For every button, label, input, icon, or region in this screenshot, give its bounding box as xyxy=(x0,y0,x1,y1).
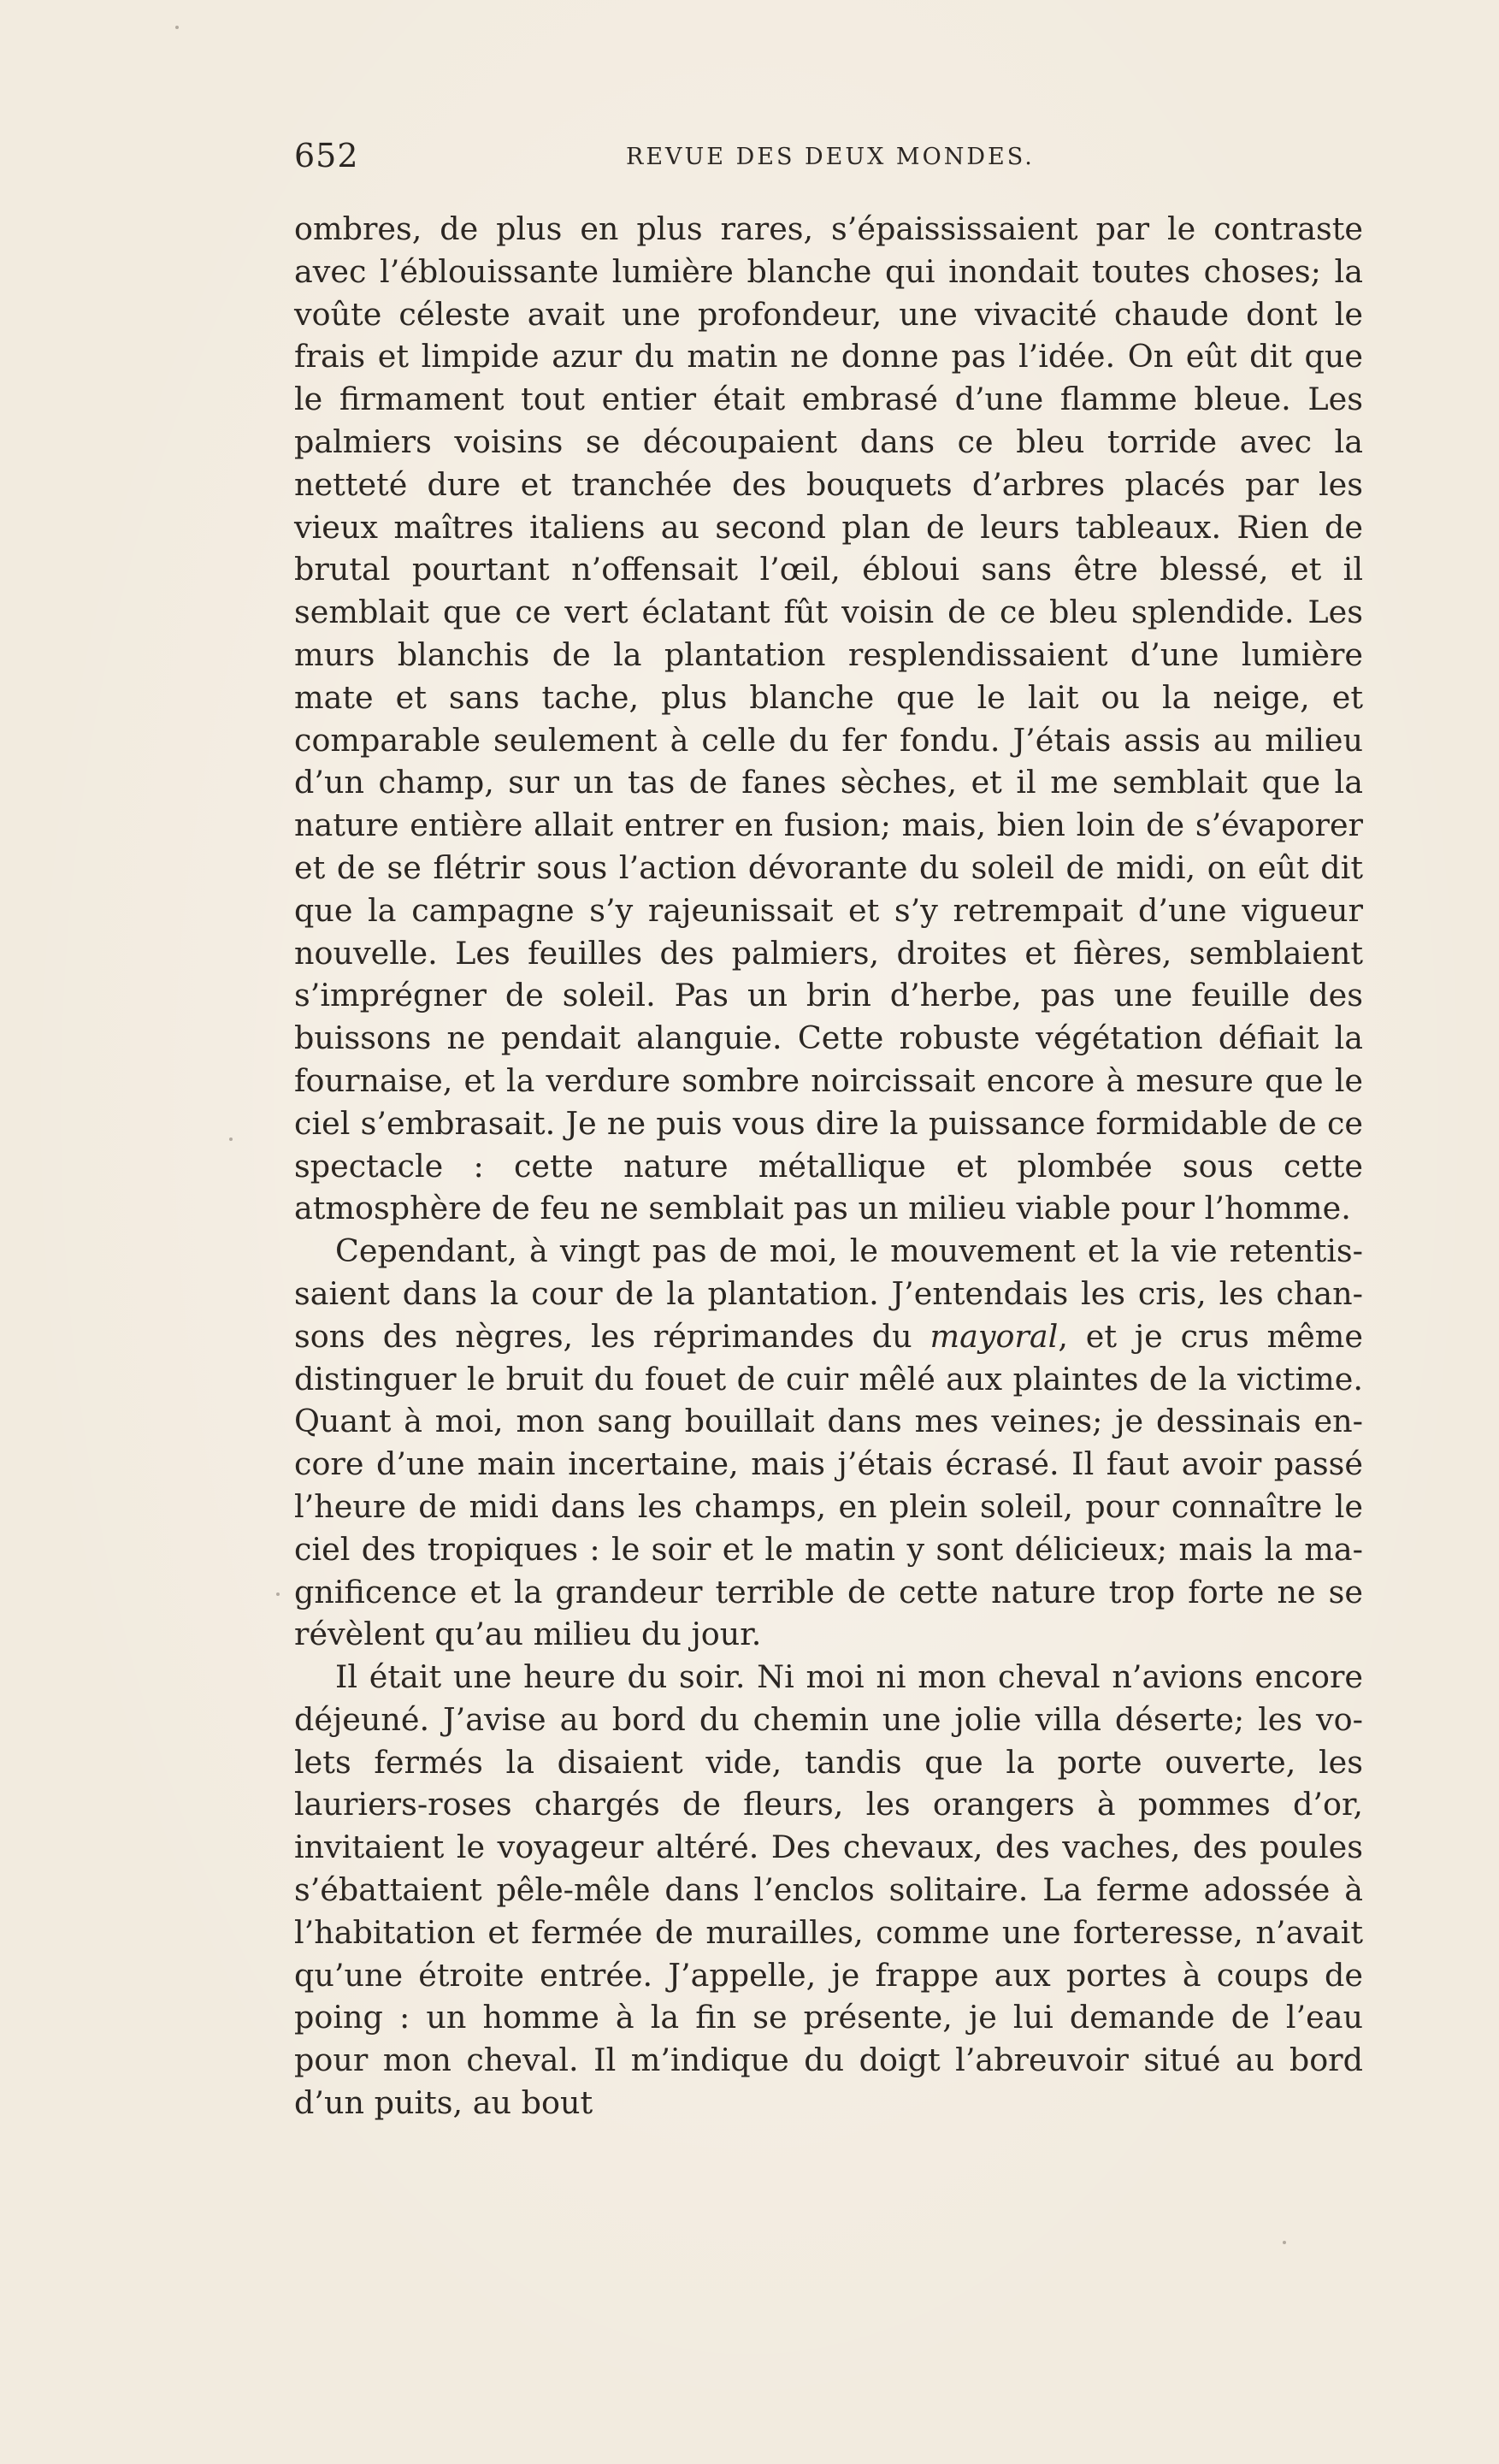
paragraph xyxy=(294,1230,1363,1656)
paragraph xyxy=(294,1656,1363,2124)
body-text xyxy=(294,208,1363,2124)
paper-speck xyxy=(276,1592,280,1596)
running-head xyxy=(294,137,1363,180)
paragraph-text: , et je crus même distinguer le bruit du fouet de cuir mêlé aux plaintes de la victime. Quant à moi, mon sang bouillait dans mes veines; je dessinais encore d’une main incertaine, mais j’étais écrasé. Il faut avoir passé l’heure de midi dans les champs, en plein soleil, pour connaître le ciel des tropiques : le soir et le matin y sont délicieux; mais la magnificence et la grandeur terrible de cette nature trop forte ne se révèlent qu’au milieu du jour. xyxy=(294,1317,1363,1653)
italic-term: mayoral xyxy=(929,1317,1059,1355)
paragraph-text: Cependant, à vingt pas de moi, le mouvement et la vie retentissaient dans la cour de la plantation. J’entendais les cris, les chansons des nègres, les réprimandes du xyxy=(294,1232,1363,1355)
paragraph-text: ombres, de plus en plus rares, s’épaississaient par le contraste avec l’éblouissante lumière blanche qui inondait toutes choses; la voûte céleste avait une profondeur, une vivacité chaude dont le frais et limpide azur du matin ne donne pas l’idée. On eût dit que le firmament tout entier était embrasé d’une flamme bleue. Les palmiers voisins se découpaient dans ce bleu torride avec la netteté dure et tranchée des bouquets d’arbres placés par les vieux maîtres italiens au second plan de leurs tableaux. Rien de brutal pourtant n’offensait l’œil, ébloui sans être blessé, et il semblait que ce vert éclatant fût voisin de ce bleu splendide. Les murs blanchis de la plantation resplendissaient d’une lumière mate et sans tache, plus blanche que le lait ou la neige, et comparable seulement à celle du fer fondu. J’étais assis au milieu d’un champ, sur un tas de fanes sèches, et il me semblait que la nature entière allait entrer en fusion; mais, bien loin de s’évaporer et de se flétrir sous l’action dévorante du soleil de midi, on eût dit que la campagne s’y rajeunissait et s’y retrempait d’une vigueur nouvelle. Les feuilles des palmiers, droites et fières, semblaient s’imprégner de soleil. Pas un brin d’herbe, pas une feuille des buissons ne pendait alanguie. Cette robuste végétation défiait la fournaise, et la verdure sombre noircissait encore à mesure que le ciel s’embrasait. Je ne puis vous dire la puissance formidable de ce spectacle : cette nature métallique et plombée sous cette atmosphère de feu ne semblait pas un milieu viable pour l’homme. xyxy=(294,210,1363,1227)
paragraph xyxy=(294,208,1363,1230)
paper-speck xyxy=(229,1137,233,1141)
paragraph-text: Il était une heure du soir. Ni moi ni mon cheval n’avions encore déjeuné. J’avise au bord du chemin une jolie villa déserte; les volets fermés la disaient vide, tandis que la porte ouverte, les lauriers-roses chargés de fleurs, les orangers à pommes d’or, invitaient le voyageur altéré. Des chevaux, des vaches, des poules s’ébattaient pêle-mêle dans l’enclos solitaire. La ferme adossée à l’habitation et fermée de murailles, comme une forteresse, n’avait qu’une étroite entrée. J’appelle, je frappe aux portes à coups de poing : un homme à la fin se présente, je lui demande de l’eau pour mon cheval. Il m’indique du doigt l’abreuvoir situé au bord d’un puits, au bout xyxy=(294,1658,1363,2122)
page-number: 652 xyxy=(294,137,359,174)
paper-speck xyxy=(175,26,179,29)
journal-title: REVUE DES DEUX MONDES. xyxy=(626,144,1035,170)
paper-speck xyxy=(1283,2241,1286,2244)
